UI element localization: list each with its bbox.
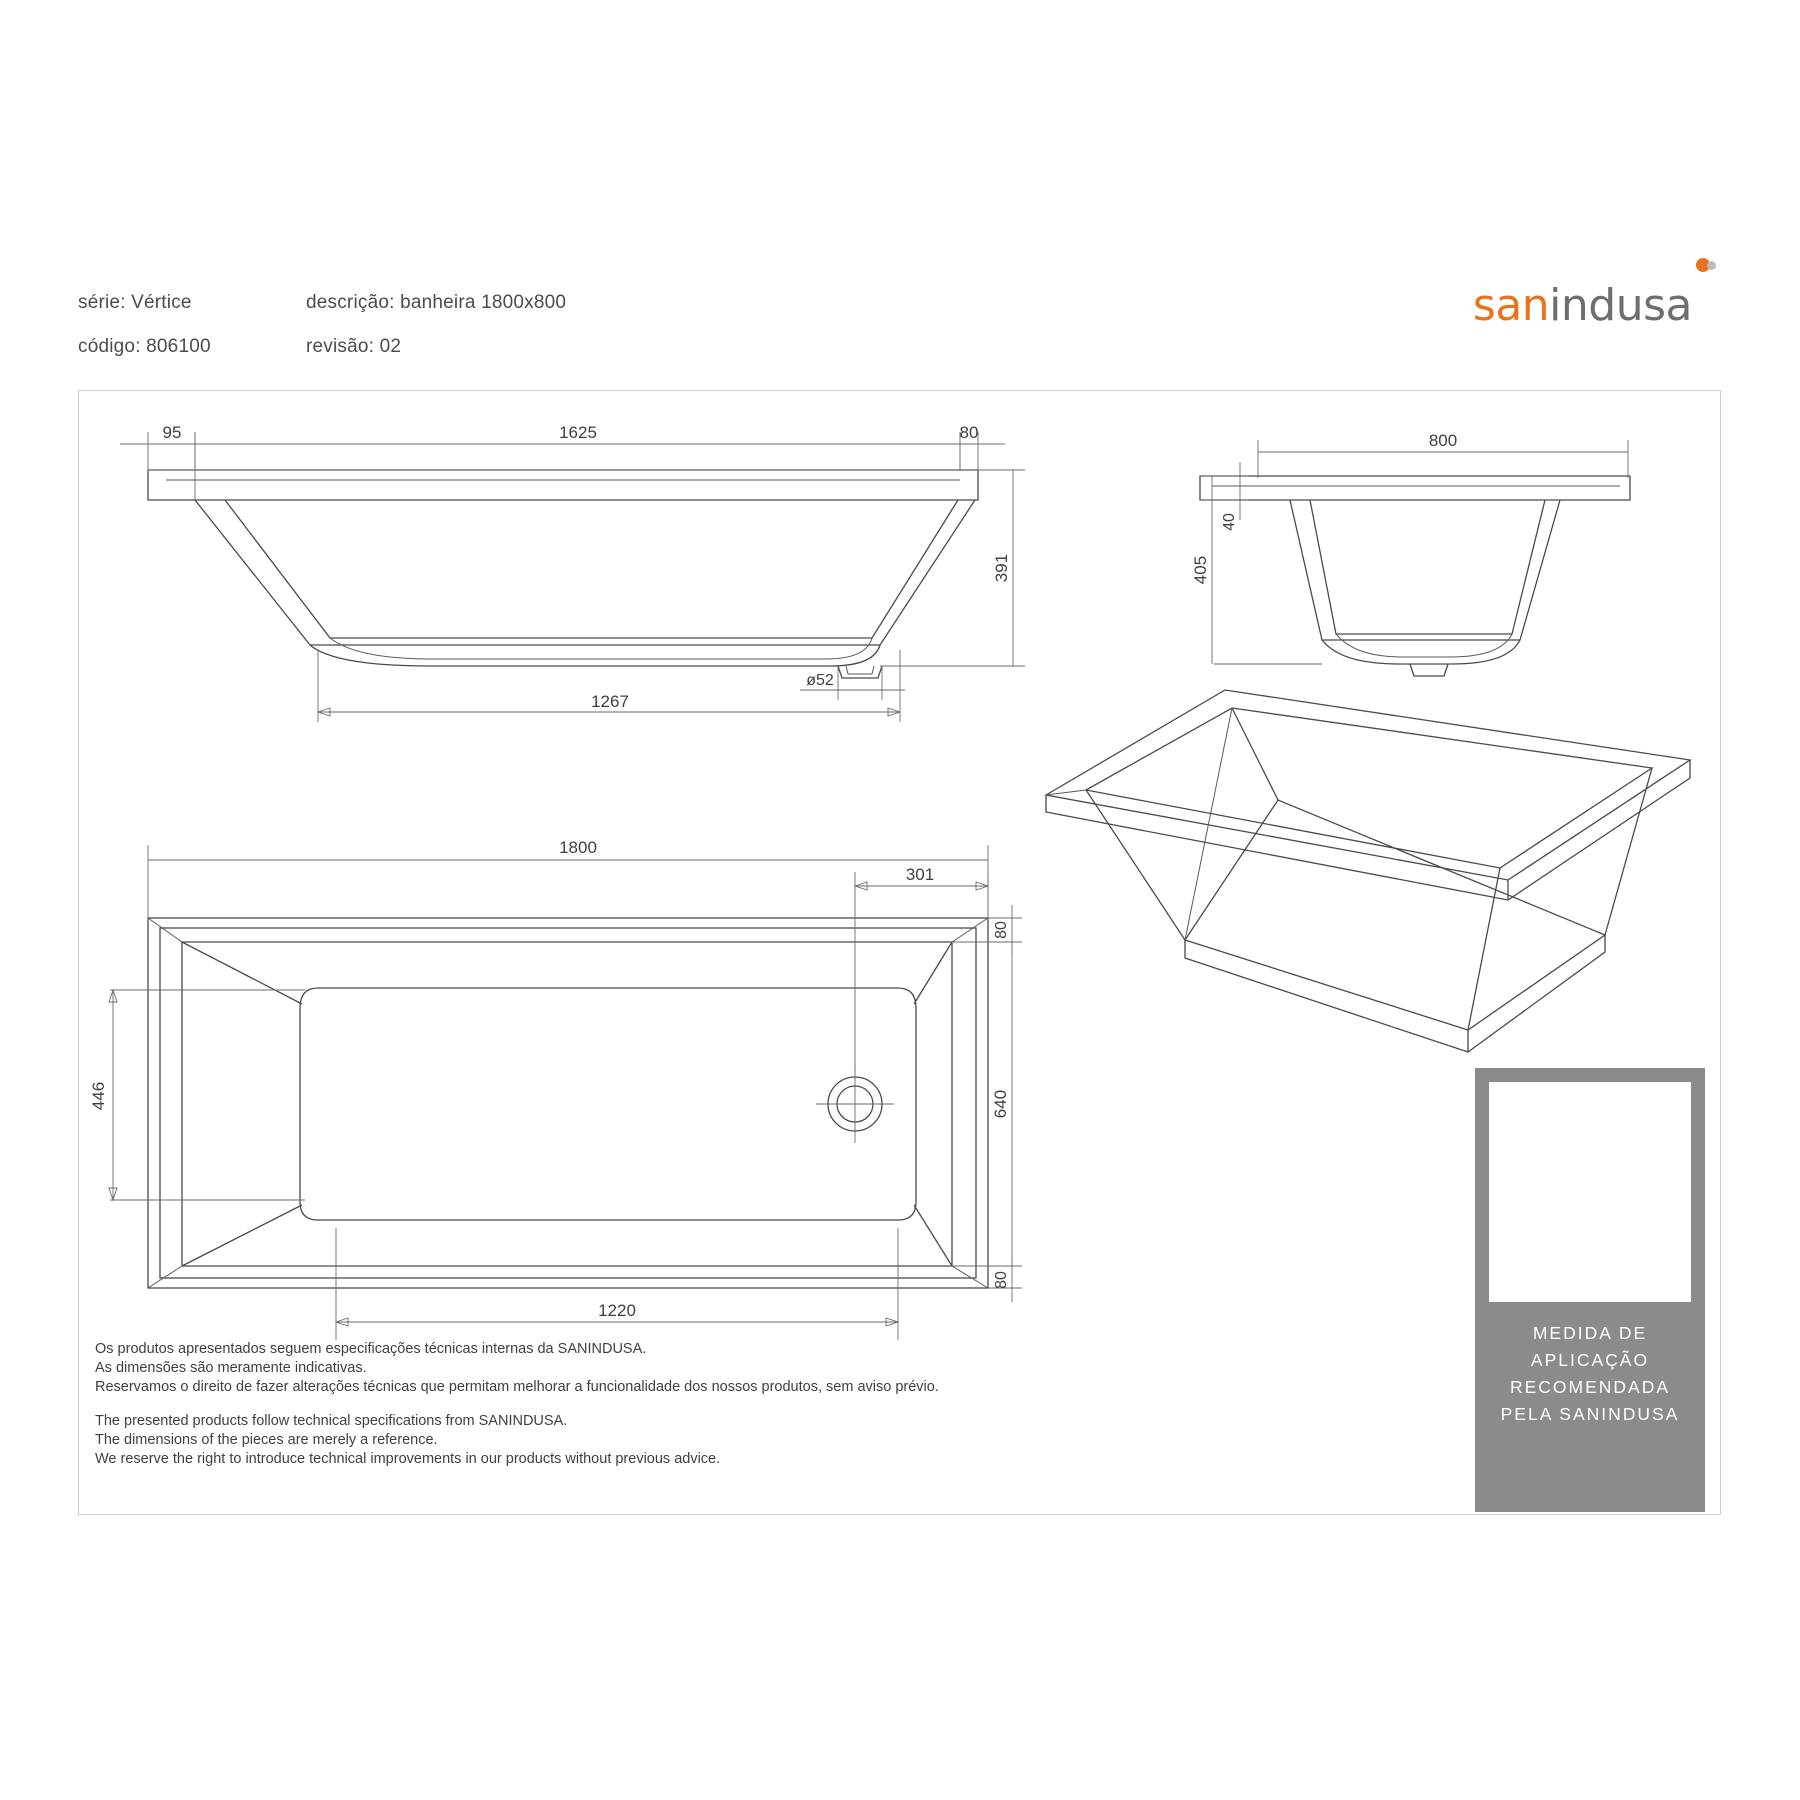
recommendation-caption-line-3: RECOMENDADA bbox=[1509, 1377, 1671, 1397]
dim-800: 800 bbox=[1428, 431, 1458, 450]
dim-640: 640 bbox=[991, 1089, 1010, 1119]
series-label: série: Vértice bbox=[78, 292, 192, 313]
note-en-3: We reserve the right to introduce technical improvements in our products without previous advice. bbox=[95, 1451, 721, 1467]
disclaimer-notes bbox=[95, 1340, 1055, 1469]
code-label: código: 806100 bbox=[78, 336, 211, 357]
dim-40: 40 bbox=[1221, 513, 1238, 531]
revision-label: revisão: 02 bbox=[306, 336, 402, 357]
title-block bbox=[78, 280, 1718, 372]
dim-diameter-52: ø52 bbox=[806, 672, 834, 689]
dim-446: 446 bbox=[89, 1081, 108, 1111]
recommendation-caption bbox=[1475, 1320, 1705, 1428]
dim-80-plan-bottom: 80 bbox=[993, 1271, 1010, 1289]
note-pt-1: Os produtos apresentados seguem especificações técnicas internas da SANINDUSA. bbox=[95, 1341, 647, 1357]
dim-95: 95 bbox=[162, 423, 182, 442]
note-pt-2: As dimensões são meramente indicativas. bbox=[95, 1360, 367, 1376]
dim-80-plan-top: 80 bbox=[993, 921, 1010, 939]
note-en-1: The presented products follow technical specifications from SANINDUSA. bbox=[95, 1413, 568, 1429]
recommendation-diagram-area bbox=[1489, 1082, 1691, 1302]
dim-80-front: 80 bbox=[959, 423, 979, 442]
logo-text-part1: san bbox=[1472, 280, 1550, 331]
logo-dot-icon bbox=[1696, 258, 1718, 280]
dim-1220: 1220 bbox=[598, 1301, 636, 1320]
note-pt-3: Reservamos o direito de fazer alterações técnicas que permitam melhorar a funcionalidade dos nossos produtos, sem aviso prévio. bbox=[95, 1379, 939, 1395]
dim-1625: 1625 bbox=[559, 423, 597, 442]
description-label: descrição: banheira 1800x800 bbox=[306, 292, 567, 313]
logo-text-part2: indusa bbox=[1549, 280, 1692, 331]
recommendation-panel bbox=[1475, 1068, 1705, 1512]
dim-1267: 1267 bbox=[591, 692, 629, 711]
dim-1800: 1800 bbox=[559, 838, 597, 857]
recommendation-caption-line-1: MEDIDA DE bbox=[1532, 1323, 1648, 1343]
dim-405: 405 bbox=[1191, 555, 1210, 585]
recommendation-caption-line-2: APLICAÇÃO bbox=[1530, 1350, 1650, 1370]
dim-391: 391 bbox=[992, 553, 1011, 583]
dim-301: 301 bbox=[905, 865, 935, 884]
recommendation-caption-line-4: PELA SANINDUSA bbox=[1500, 1404, 1680, 1424]
note-en-2: The dimensions of the pieces are merely a reference. bbox=[95, 1432, 438, 1448]
sanindusa-logo bbox=[1473, 280, 1718, 336]
